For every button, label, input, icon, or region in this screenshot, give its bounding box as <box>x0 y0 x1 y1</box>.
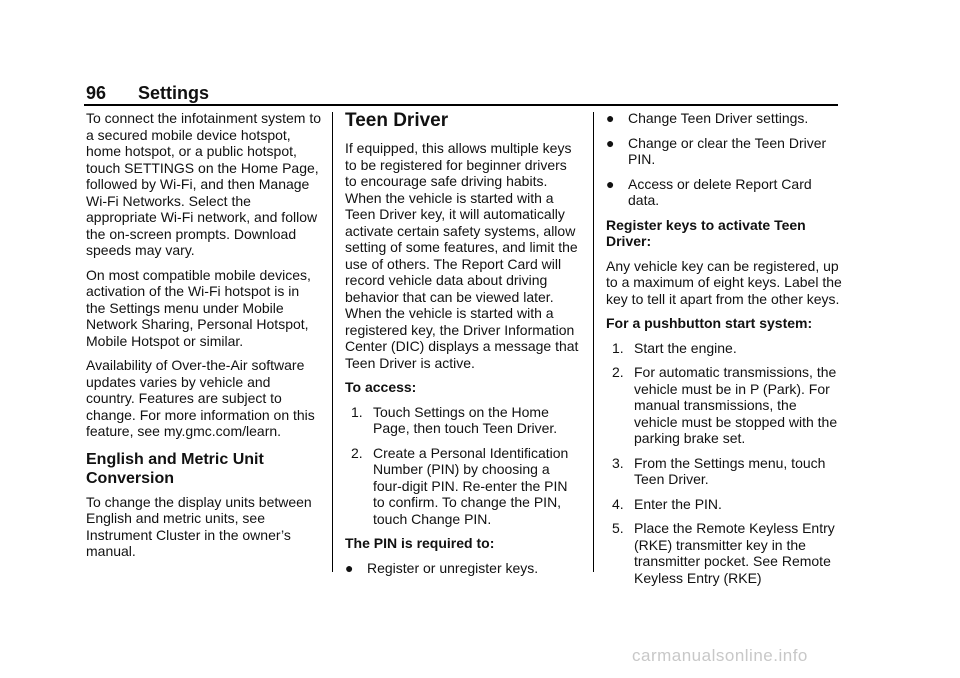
paragraph-hotspot-activation: On most compatible mobile devices, activation of the Wi-Fi hotspot is in the Settings menu under Mobile Network Sharing, Personal Hotspot, Mobile Hotspot or similar. <box>86 266 311 349</box>
paragraph-wifi-connect: To connect the infotainment system to a secured mobile device hotspot, home hotspot, or a public hotspot, touch SETTINGS on the Home Page, followed by Wi-Fi, and then Manage Wi-Fi Networks. Select the appropriate Wi-Fi network, and follow the on-screen prompts. Download speeds may vary. <box>86 110 322 258</box>
step-number: 2. <box>612 364 624 380</box>
access-steps-list <box>345 404 581 528</box>
column-3 <box>606 110 842 594</box>
label-pushbutton-start: For a pushbutton start system: <box>606 315 813 331</box>
column-1 <box>86 110 322 568</box>
page-title: Settings <box>138 83 210 103</box>
heading-unit-conversion: English and Metric Unit Conversion <box>86 450 264 487</box>
step-text: Enter the PIN. <box>634 495 722 512</box>
list-item <box>606 176 842 209</box>
list-item <box>345 445 581 528</box>
bullet-icon: ● <box>606 134 615 151</box>
list-item <box>345 404 581 437</box>
bullet-text: Change Teen Driver settings. <box>628 110 809 126</box>
paragraph-teen-driver-intro: If equipped, this allows multiple keys to be registered for beginner drivers to encourage safe driving habits. When the vehicle is started with a Teen Driver key, it will automatically activate certain safety systems, allow setting of some features, and limit the use of others. The Report Card will record vehicle data about driving behavior that can be viewed later. When the vehicle is started with a registered key, the Driver Information Center (DIC) displays a message that Teen Driver is active. <box>345 140 579 371</box>
pin-bullets-continued <box>606 110 842 209</box>
step-text: Start the engine. <box>634 339 737 356</box>
list-item <box>606 340 842 357</box>
pushbutton-steps-list <box>606 340 842 587</box>
watermark: carmanualsonline.info <box>632 646 808 665</box>
list-item <box>606 520 842 586</box>
step-text: Touch Settings on the Home Page, then touch Teen Driver. <box>373 403 558 436</box>
label-to-access: To access: <box>345 379 417 395</box>
step-text: Create a Personal Identification Number (PIN) by choosing a four-digit PIN. Re-enter the PIN to confirm. To change the PIN, touch Change PIN. <box>373 444 569 527</box>
bullet-icon: ● <box>345 559 354 576</box>
list-item <box>606 135 842 168</box>
step-text: From the Settings menu, touch Teen Driver. <box>634 454 826 487</box>
bullet-icon: ● <box>606 110 615 126</box>
page-number: 96 <box>86 83 107 103</box>
step-number: 4. <box>612 495 624 512</box>
list-item <box>606 110 842 127</box>
list-item <box>606 455 842 488</box>
step-number: 5. <box>612 520 624 536</box>
label-register-keys: Register keys to activate Teen Driver: <box>606 216 806 249</box>
pin-bullets <box>345 560 581 577</box>
column-divider-1 <box>332 112 333 572</box>
step-number: 2. <box>351 444 363 461</box>
bullet-icon: ● <box>606 175 615 192</box>
list-item <box>345 560 581 577</box>
page-header <box>86 83 209 104</box>
step-text: For automatic transmissions, the vehicle must be in P (Park). For manual transmissions, the vehicle must be stopped with the parking brake set. <box>634 364 838 446</box>
paragraph-ota-updates: Availability of Over-the-Air software updates varies by vehicle and country. Features are subject to change. For more information on this feature, see my.gmc.com/learn. <box>86 357 315 439</box>
paragraph-register-keys: Any vehicle key can be registered, up to a maximum of eight keys. Label the key to tell it apart from the other keys. <box>606 257 842 307</box>
heading-teen-driver: Teen Driver <box>345 110 449 131</box>
list-item <box>606 496 842 513</box>
label-pin-required: The PIN is required to: <box>345 535 495 551</box>
step-number: 1. <box>612 339 624 356</box>
step-number: 1. <box>351 403 363 420</box>
step-text: Place the Remote Keyless Entry (RKE) transmitter key in the transmitter pocket. See Remote Keyless Entry (RKE) <box>634 520 835 586</box>
column-divider-2 <box>593 112 594 572</box>
bullet-text: Access or delete Report Card data. <box>628 175 812 208</box>
header-rule <box>84 104 838 106</box>
column-2 <box>345 110 581 584</box>
list-item <box>606 364 842 447</box>
bullet-text: Change or clear the Teen Driver PIN. <box>628 134 827 167</box>
step-number: 3. <box>612 454 624 471</box>
bullet-text: Register or unregister keys. <box>367 559 539 576</box>
paragraph-unit-conversion: To change the display units between English and metric units, see Instrument Cluster in the owner’s manual. <box>86 493 312 559</box>
